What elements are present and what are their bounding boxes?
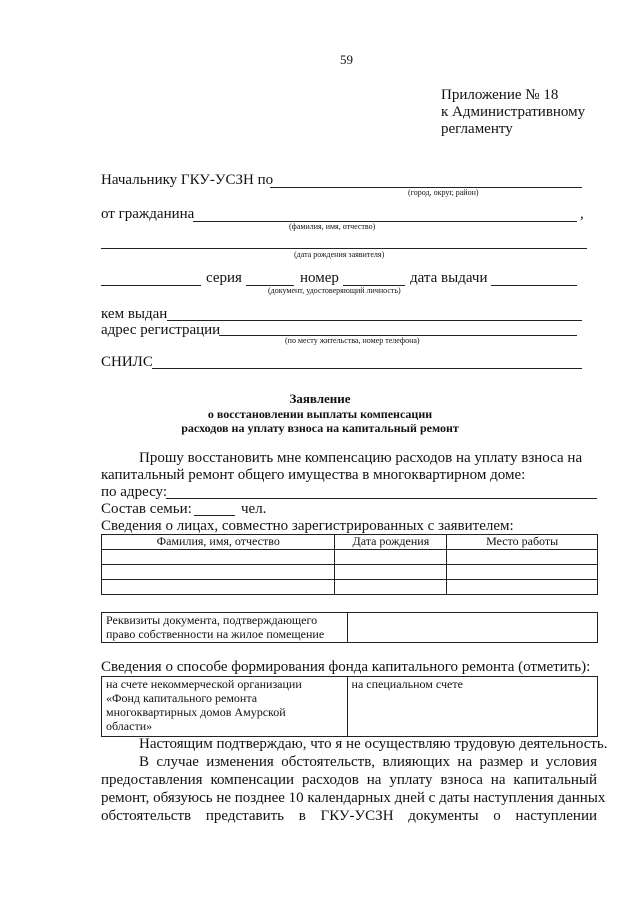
ownership-value-cell[interactable]: [347, 613, 597, 643]
address-caption: (по месту жительства, номер телефона): [285, 336, 420, 345]
table-cell[interactable]: [335, 550, 447, 565]
chief-label: Начальнику ГКУ-УСЗН по: [101, 172, 274, 188]
fund-label: Сведения о способе формирования фонда капитального ремонта (отметить):: [101, 659, 591, 675]
confirm-text: Настоящим подтверждаю, что я не осуществляю трудовую деятельность.: [139, 736, 608, 752]
from-comma: ,: [580, 206, 584, 222]
birth-caption: (дата рождения заявителя): [294, 250, 385, 259]
snils-field[interactable]: [152, 368, 582, 369]
fund-option1-line-4: области»: [106, 719, 153, 733]
table-row: [102, 550, 598, 565]
table-cell[interactable]: [447, 550, 598, 565]
request-line-2: капитальный ремонт общего имущества в многоквартирном доме:: [101, 467, 526, 483]
fund-option1-line-1: на счете некоммерческой организации: [106, 677, 302, 691]
series-label: серия: [206, 270, 242, 286]
table-cell[interactable]: [447, 565, 598, 580]
persons-header-birthdate: Дата рождения: [335, 535, 447, 550]
chief-caption: (город, округ, район): [408, 188, 479, 197]
persons-table-header: [102, 535, 598, 550]
family-unit: чел.: [241, 501, 267, 517]
request-line-1: Прошу восстановить мне компенсацию расходов на уплату взноса на: [139, 450, 583, 466]
number-label: номер: [300, 270, 339, 286]
doc-type-field[interactable]: [101, 285, 201, 286]
doc-caption: (документ, удостоверяющий личность): [268, 286, 401, 295]
from-caption: (фамилия, имя, отчество): [289, 222, 376, 231]
from-label: от гражданина: [101, 206, 195, 222]
change-line-2: предоставления компенсации расходов на уплату взноса на капитальный: [101, 772, 597, 788]
page-number: 59: [340, 52, 353, 67]
ownership-label-line-2: право собственности на жилое помещение: [106, 627, 325, 641]
table-row: [102, 565, 598, 580]
property-address-field[interactable]: [166, 498, 597, 499]
table-cell[interactable]: [102, 580, 335, 595]
appendix-line-3: регламенту: [441, 121, 513, 137]
persons-header-workplace: Место работы: [447, 535, 598, 550]
change-line-3: ремонт, обязуюсь не позднее 10 календарных дней с даты наступления данных: [101, 790, 606, 806]
persons-label: Сведения о лицах, совместно зарегистрированных с заявителем:: [101, 518, 514, 534]
appendix-line-1: Приложение № 18: [441, 87, 559, 103]
change-line-1: В случае изменения обстоятельств, влияющих на размер и условия: [139, 754, 597, 770]
table-cell[interactable]: [335, 580, 447, 595]
issue-date-label: дата выдачи: [410, 270, 488, 286]
issued-by-label: кем выдан: [101, 306, 168, 322]
persons-table: [101, 534, 598, 595]
table-cell[interactable]: [102, 565, 335, 580]
birth-date-field[interactable]: [101, 248, 587, 249]
table-cell[interactable]: [102, 550, 335, 565]
family-count-field[interactable]: [194, 515, 235, 516]
fund-table: [101, 676, 598, 737]
fund-option-regional-operator[interactable]: [102, 677, 348, 737]
issue-date-field[interactable]: [491, 285, 577, 286]
ownership-table: [101, 612, 598, 643]
document-subtitle-2: расходов на уплату взноса на капитальный ремонт: [181, 421, 459, 435]
table-cell[interactable]: [447, 580, 598, 595]
fund-option1-line-3: многоквартирных домов Амурской: [106, 705, 286, 719]
document-subtitle-1: о восстановлении выплаты компенсации: [207, 407, 433, 421]
from-field[interactable]: [193, 221, 577, 222]
ownership-label-cell: [102, 613, 348, 643]
change-line-4: обстоятельств представить в ГКУ-УСЗН документы о наступлении: [101, 808, 597, 824]
table-row: [102, 580, 598, 595]
appendix-line-2: к Административному: [441, 104, 586, 120]
fund-option1-line-2: «Фонд капитального ремонта: [106, 691, 258, 705]
document-title: Заявление: [289, 391, 351, 406]
ownership-label-line-1: Реквизиты документа, подтверждающего: [106, 613, 318, 627]
table-cell[interactable]: [335, 565, 447, 580]
property-address-label: по адресу:: [101, 484, 168, 500]
address-reg-label: адрес регистрации: [101, 322, 221, 338]
persons-header-name: Фамилия, имя, отчество: [102, 535, 335, 550]
snils-label: СНИЛС: [101, 354, 153, 370]
issued-by-field[interactable]: [167, 320, 582, 321]
fund-option-special-account[interactable]: на специальном счете: [347, 677, 597, 737]
family-label: Состав семьи:: [101, 501, 192, 517]
